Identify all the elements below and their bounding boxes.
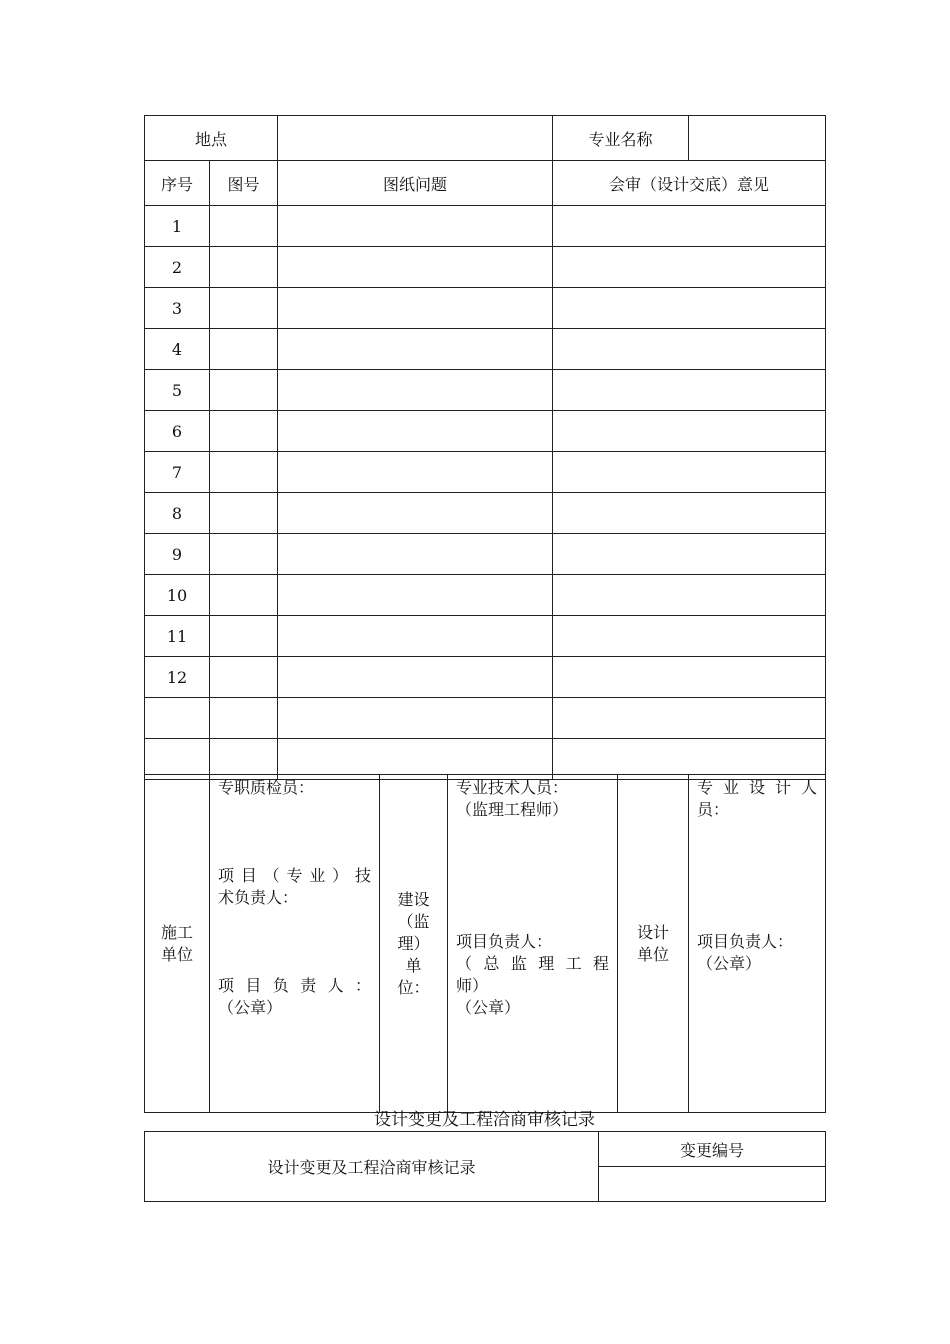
drawing-no-cell[interactable] bbox=[210, 206, 278, 247]
designer-label-cont: 员： bbox=[697, 800, 730, 819]
drawing-no-cell[interactable] bbox=[210, 534, 278, 575]
seq-cell: 2 bbox=[145, 247, 210, 288]
signature-table bbox=[144, 774, 826, 1113]
issue-cell[interactable] bbox=[278, 657, 553, 698]
opinion-cell[interactable] bbox=[553, 411, 826, 452]
table-row bbox=[145, 288, 826, 329]
table-row bbox=[145, 247, 826, 288]
project-lead-label: 项目负责人： bbox=[697, 932, 794, 951]
seq-cell: 8 bbox=[145, 493, 210, 534]
specialty-value[interactable] bbox=[689, 116, 826, 161]
opinion-cell[interactable] bbox=[553, 534, 826, 575]
opinion-cell[interactable] bbox=[553, 288, 826, 329]
col-header-drawing-no: 图号 bbox=[210, 161, 278, 206]
change-record-title: 设计变更及工程洽商审核记录 bbox=[374, 1110, 595, 1130]
drawing-no-cell[interactable] bbox=[210, 493, 278, 534]
issue-cell[interactable] bbox=[278, 493, 553, 534]
table-row bbox=[145, 493, 826, 534]
seq-cell: 10 bbox=[145, 575, 210, 616]
seal-label: （公章） bbox=[697, 954, 762, 973]
drawing-no-cell[interactable] bbox=[210, 657, 278, 698]
drawing-no-cell[interactable] bbox=[210, 616, 278, 657]
issue-cell[interactable] bbox=[278, 616, 553, 657]
table-row bbox=[145, 575, 826, 616]
seq-cell: 9 bbox=[145, 534, 210, 575]
opinion-cell[interactable] bbox=[553, 493, 826, 534]
table-row bbox=[145, 329, 826, 370]
specialty-label: 专业名称 bbox=[553, 116, 689, 161]
owner-supervision-unit-label: 建设 （监 理） 单 位： bbox=[380, 775, 448, 1113]
drawing-review-table bbox=[144, 115, 826, 780]
drawing-no-cell[interactable] bbox=[210, 575, 278, 616]
drawing-no-cell[interactable] bbox=[210, 247, 278, 288]
opinion-cell[interactable] bbox=[553, 698, 826, 739]
tech-lead-label: 项目（专业）技 bbox=[218, 866, 371, 885]
seal-label: （公章） bbox=[456, 998, 521, 1017]
owner-signature-block[interactable] bbox=[448, 775, 618, 1113]
change-no-value[interactable] bbox=[599, 1167, 826, 1202]
location-value[interactable] bbox=[278, 116, 553, 161]
table-row bbox=[145, 411, 826, 452]
opinion-cell[interactable] bbox=[553, 247, 826, 288]
change-no-label: 变更编号 bbox=[599, 1132, 826, 1167]
construction-unit-label: 施工 单位 bbox=[145, 775, 210, 1113]
design-signature-block[interactable] bbox=[689, 775, 826, 1113]
chief-supervisor-label: （总监理工程 bbox=[456, 954, 609, 973]
opinion-cell[interactable] bbox=[553, 657, 826, 698]
table-row bbox=[145, 370, 826, 411]
issue-cell[interactable] bbox=[278, 534, 553, 575]
change-record-form-title: 设计变更及工程洽商审核记录 bbox=[145, 1132, 599, 1202]
col-header-issue: 图纸问题 bbox=[278, 161, 553, 206]
table-row bbox=[145, 657, 826, 698]
chief-supervisor-label-cont: 师） bbox=[456, 976, 489, 995]
seq-cell: 6 bbox=[145, 411, 210, 452]
issue-cell[interactable] bbox=[278, 411, 553, 452]
table-row bbox=[145, 534, 826, 575]
opinion-cell[interactable] bbox=[553, 575, 826, 616]
tech-lead-label-cont: 术负责人： bbox=[218, 888, 299, 907]
issue-cell[interactable] bbox=[278, 329, 553, 370]
designer-label: 专业设计人 bbox=[697, 778, 817, 797]
opinion-cell[interactable] bbox=[553, 616, 826, 657]
drawing-no-cell[interactable] bbox=[210, 411, 278, 452]
tech-staff-label: 专业技术人员： bbox=[456, 778, 569, 797]
drawing-no-cell[interactable] bbox=[210, 288, 278, 329]
drawing-no-cell[interactable] bbox=[210, 370, 278, 411]
opinion-cell[interactable] bbox=[553, 452, 826, 493]
table-row bbox=[145, 452, 826, 493]
opinion-cell[interactable] bbox=[553, 329, 826, 370]
issue-cell[interactable] bbox=[278, 698, 553, 739]
table-row bbox=[145, 698, 826, 739]
construction-signature-block[interactable] bbox=[210, 775, 380, 1113]
project-lead-label: 项目负责人： bbox=[456, 932, 553, 951]
opinion-cell[interactable] bbox=[553, 370, 826, 411]
seq-cell: 12 bbox=[145, 657, 210, 698]
opinion-cell[interactable] bbox=[553, 206, 826, 247]
seq-cell: 4 bbox=[145, 329, 210, 370]
drawing-no-cell[interactable] bbox=[210, 452, 278, 493]
supervising-engineer-label: （监理工程师） bbox=[456, 800, 569, 819]
seq-cell: 7 bbox=[145, 452, 210, 493]
change-record-table bbox=[144, 1131, 826, 1202]
location-label: 地点 bbox=[145, 116, 278, 161]
quality-inspector-label: 专职质检员： bbox=[218, 778, 315, 797]
issue-cell[interactable] bbox=[278, 370, 553, 411]
design-unit-label: 设计 单位 bbox=[618, 775, 689, 1113]
issue-cell[interactable] bbox=[278, 575, 553, 616]
drawing-no-cell[interactable] bbox=[210, 698, 278, 739]
seal-label: （公章） bbox=[218, 998, 283, 1017]
issue-cell[interactable] bbox=[278, 452, 553, 493]
seq-cell: 5 bbox=[145, 370, 210, 411]
project-lead-label: 项目负责人： bbox=[218, 976, 371, 995]
drawing-no-cell[interactable] bbox=[210, 329, 278, 370]
table-row bbox=[145, 206, 826, 247]
seq-cell: 1 bbox=[145, 206, 210, 247]
seq-cell bbox=[145, 698, 210, 739]
issue-cell[interactable] bbox=[278, 288, 553, 329]
col-header-opinion: 会审（设计交底）意见 bbox=[553, 161, 826, 206]
col-header-seq: 序号 bbox=[145, 161, 210, 206]
seq-cell: 11 bbox=[145, 616, 210, 657]
issue-cell[interactable] bbox=[278, 206, 553, 247]
table-row bbox=[145, 616, 826, 657]
issue-cell[interactable] bbox=[278, 247, 553, 288]
seq-cell: 3 bbox=[145, 288, 210, 329]
